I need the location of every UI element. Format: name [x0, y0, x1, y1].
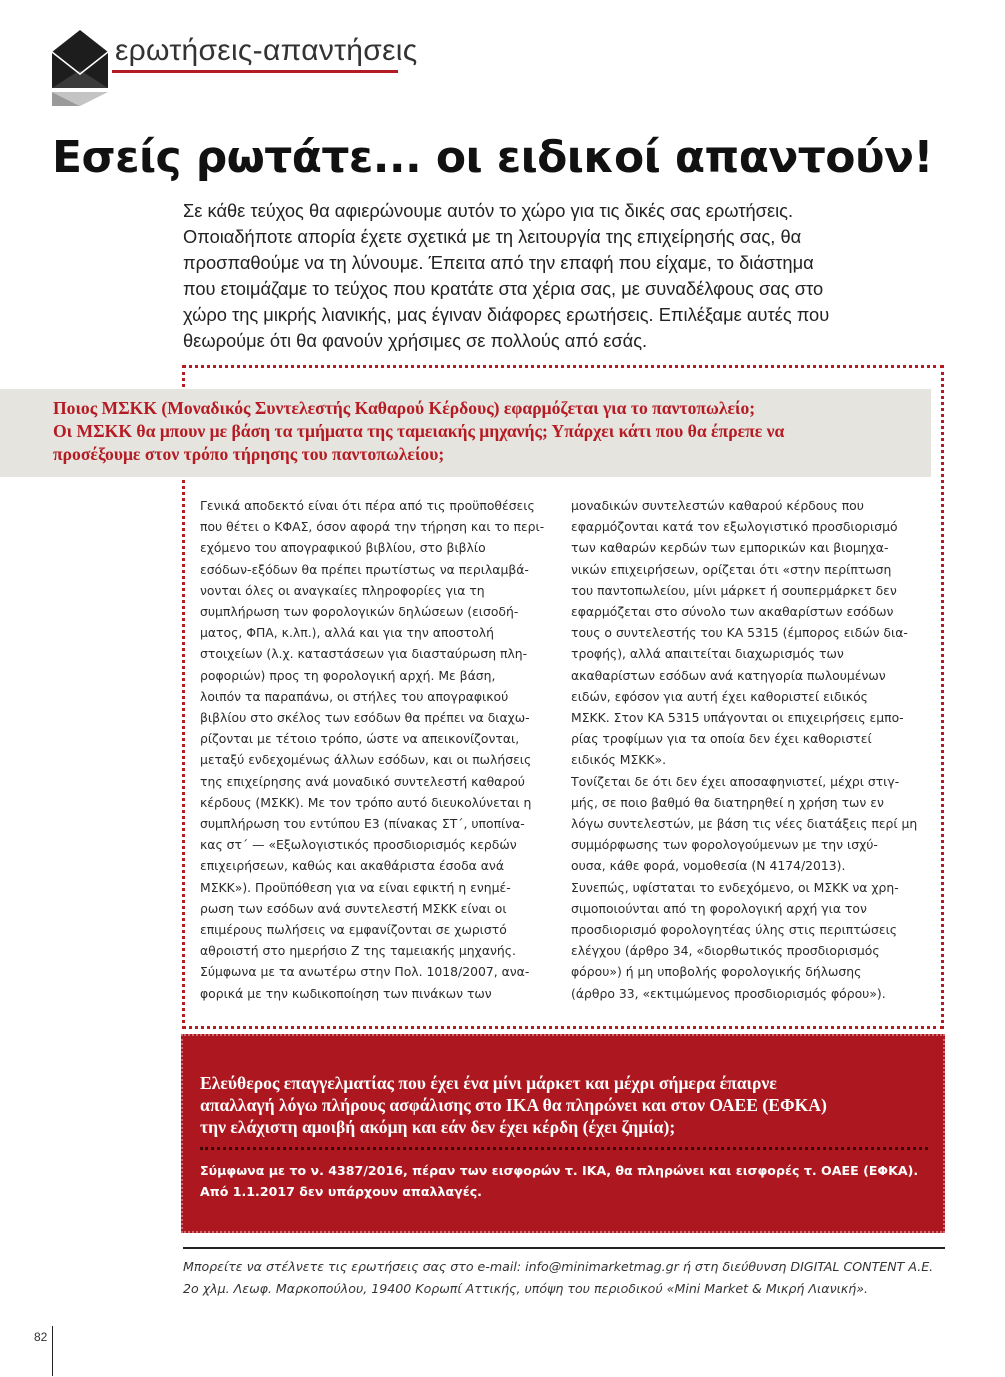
- answer-line: του παντοπωλείου, μίνι μάρκετ ή σουπερμάρκετ δεν: [571, 582, 897, 598]
- answer-line: Συνεπώς, υφίσταται το ενδεχόμενο, οι ΜΣΚΚ να χρη-: [571, 879, 899, 895]
- answer-line: Από 1.1.2017 δεν υπάρχουν απαλλαγές.: [200, 1184, 482, 1199]
- intro-line: θεωρούμε ότι θα φανούν χρήσιμες σε πολλούς από εσάς.: [183, 330, 648, 351]
- footer-line: 2ο χλμ. Λεωφ. Μαρκοπούλου, 19400 Κορωπί Αττικής, υπόψη του περιοδικού «Mini Market & Μικρή Λιανική».: [183, 1281, 869, 1296]
- answer-line: που θέτει ο ΚΦΑΣ, όσον αφορά την τήρηση και το περι-: [200, 519, 545, 535]
- answer-line: εφαρμόζεται στο σύνολο των ακαθαρίστων εσόδων: [571, 604, 894, 620]
- answer-line: νικών επιχειρήσεων, ορίζεται ότι «στην περίπτωση: [571, 561, 892, 577]
- answer-line: των καθαρών κερδών των εμπορικών και βιομηχα-: [571, 540, 889, 556]
- answer-line: ειδών, εφόσον για αυτή έχει καθοριστεί ειδικός: [571, 688, 868, 704]
- intro-line: Σε κάθε τεύχος θα αφιερώνουμε αυτόν το χώρο για τις δικές σας ερωτήσεις.: [183, 200, 794, 221]
- answer-line: μεταξύ ενδεχομένως άλλων εσόδων, και οι πωλήσεις: [200, 752, 532, 768]
- answer-line: συμπλήρωση του εντύπου Ε3 (πίνακας ΣΤ΄, υποπίνα-: [200, 816, 525, 832]
- page-number: 82: [34, 1330, 48, 1344]
- answer-line: προσδιορισμό φορολογητέας ύλης στις περιπτώσεις: [571, 922, 898, 938]
- envelope-icon: [52, 30, 108, 106]
- footer-note: [183, 1256, 933, 1300]
- page-number-rule: [52, 1326, 53, 1376]
- answer-1-column-left: [200, 495, 552, 1004]
- answer-line: εχόμενο του απογραφικού βιβλίου, στο βιβλίο: [200, 540, 486, 556]
- answer-2: [200, 1160, 918, 1202]
- dotted-divider: [200, 1147, 928, 1150]
- answer-line: ΜΣΚΚ»). Προϋπόθεση για να είναι εφικτή η ενημέ-: [200, 879, 511, 895]
- answer-line: φορικά με την κωδικοποίηση των πινάκων των: [200, 985, 492, 1001]
- answer-line: νονται όλες οι αναγκαίες πληροφορίες για τη: [200, 582, 485, 598]
- page-title: Εσείς ρωτάτε... οι ειδικοί απαντούν!: [52, 132, 933, 183]
- answer-line: ροφοριών) προς τη φορολογική αρχή. Με βάση,: [200, 667, 496, 683]
- answer-line: ακαθαρίστων εσόδων ανά κατηγορία πωλουμένων: [571, 667, 886, 683]
- answer-line: ρωση των εσόδων ανά συντελεστή ΜΣΚΚ είναι οι: [200, 900, 507, 916]
- answer-line: επιχειρήσεων, καθώς και ακαθάριστα έσοδα ανά: [200, 858, 505, 874]
- answer-line: αθροιστή στο ημερήσιο Ζ της ταμειακής μηχανής.: [200, 943, 516, 959]
- question-line: την ελάχιστη αμοιβή ακόμη και εάν δεν έχει κέρδη (έχει ζημία);: [200, 1117, 676, 1137]
- answer-line: συμπλήρωση των φορολογικών δηλώσεων (εισοδή-: [200, 604, 519, 620]
- answer-line: μής, σε ποιο βαθμό θα διατηρηθεί η χρήση των εν: [571, 794, 884, 810]
- answer-line: ουσα, κάθε φορά, νομοθεσία (Ν 4174/2013).: [571, 858, 846, 874]
- answer-line: Σύμφωνα με τα ανωτέρω στην Πολ. 1018/2007, ανα-: [200, 964, 530, 980]
- answer-line: Σύμφωνα με το ν. 4387/2016, πέραν των εισφορών τ. ΙΚΑ, θα πληρώνει και εισφορές τ. ΟΑΕΕ (ΕΦΚΑ).: [200, 1163, 919, 1178]
- answer-line: της επιχείρησης ανά μοναδικό συντελεστή καθαρού: [200, 773, 525, 789]
- question-2: [200, 1072, 827, 1138]
- answer-line: βιβλίου στο σκέλος των εσόδων θα πρέπει να διαχω-: [200, 710, 530, 726]
- intro-paragraph: [183, 198, 923, 354]
- answer-1-column-right: [571, 495, 936, 1004]
- question-line: Οι ΜΣΚΚ θα μπουν με βάση τα τμήματα της ταμειακής μηχανής; Υπάρχει κάτι που θα έπρεπε να: [53, 421, 785, 441]
- question-line: απαλλαγή λόγω πλήρους ασφάλισης στο ΙΚΑ θα πληρώνει και στον ΟΑΕΕ (ΕΦΚΑ): [200, 1095, 827, 1115]
- question-1: [53, 397, 784, 466]
- answer-line: μοναδικών συντελεστών καθαρού κέρδους που: [571, 498, 864, 513]
- answer-line: επιμέρους πωλήσεις να εμφανίζονται σε χωριστό: [200, 922, 507, 938]
- intro-line: που ετοιμάζαμε το τεύχος που κρατάτε στα χέρια σας, με συναδέλφους σας στο: [183, 278, 824, 299]
- intro-line: Οποιαδήποτε απορία έχετε σχετικά με τη λειτουργία της επιχείρησής σας, θα: [183, 226, 802, 247]
- answer-line: λοιπόν τα παραπάνω, οι στήλες του απογραφικού: [200, 688, 509, 704]
- answer-line: ματος, ΦΠΑ, κ.λπ.), αλλά και για την αποστολή: [200, 625, 494, 641]
- answer-line: στοιχείων (λ.χ. καταστάσεων για διασταύρωση πλη-: [200, 646, 528, 662]
- answer-line: ΜΣΚΚ. Στον ΚΑ 5315 υπάγονται οι επιχειρήσεις εμπο-: [571, 710, 904, 726]
- answer-line: εσόδων-εξόδων θα πρέπει πρωτίστως να περιλαμβά-: [200, 561, 529, 577]
- answer-line: Τονίζεται δε ότι δεν έχει αποσαφηνιστεί, μέχρι στιγ-: [571, 773, 900, 789]
- answer-line: εφαρμόζονται κατά τον εξωλογιστικό προσδιορισμό: [571, 519, 898, 535]
- footer-line: Μπορείτε να στέλνετε τις ερωτήσεις σας στο e-mail: info@minimarketmag.gr ή στη διεύθυνση DIGITAL CONTENT A.E.: [183, 1259, 934, 1274]
- footer-rule: [183, 1247, 945, 1249]
- answer-line: τροφής), αλλά απαιτείται διαχωρισμός των: [571, 646, 844, 662]
- answer-line: φόρου») ή μη υποβολής φορολογικής δήλωσης: [571, 964, 862, 980]
- answer-line: συμμόρφωσης των φορολογούμενων με την ισχύ-: [571, 837, 878, 853]
- question-line: Ελεύθερος επαγγελματίας που έχει ένα μίνι μάρκετ και μέχρι σήμερα έπαιρνε: [200, 1073, 777, 1093]
- section-underline: [112, 70, 398, 73]
- answer-line: ειδικός ΜΣΚΚ».: [571, 752, 667, 768]
- answer-line: κας στ΄ — «Εξωλογιστικός προσδιορισμός κερδών: [200, 837, 517, 853]
- answer-line: τους ο συντελεστής του ΚΑ 5315 (έμπορος ειδών δια-: [571, 625, 908, 641]
- question-line: προσέξουμε στον τρόπο τήρησης του παντοπωλείου;: [53, 444, 445, 464]
- answer-line: ελέγχου (άρθρο 34, «διορθωτικός προσδιορισμός: [571, 943, 880, 959]
- answer-line: κέρδους (ΜΣΚΚ). Με τον τρόπο αυτό διευκολύνεται η: [200, 794, 532, 810]
- question-line: Ποιος ΜΣΚΚ (Μοναδικός Συντελεστής Καθαρού Κέρδους) εφαρμόζεται για το παντοπωλείο;: [53, 398, 756, 418]
- intro-line: προσπαθούμε να τη λύνουμε. Έπειτα από την επαφή που είχαμε, το διάστημα: [183, 252, 814, 273]
- answer-line: λόγω συντελεστών, με βάση τις νέες διατάξεις περί μη: [571, 816, 918, 832]
- answer-line: σιμοποιούνται από τη φορολογική αρχή για τον: [571, 900, 867, 916]
- answer-line: ρίας τροφίμων για τα οποία δεν έχει καθοριστεί: [571, 731, 872, 747]
- answer-line: ρίζονται με τέτοιο τρόπο, ώστε να απεικονίζονται,: [200, 731, 520, 747]
- answer-line: Γενικά αποδεκτό είναι ότι πέρα από τις προϋποθέσεις: [200, 498, 535, 513]
- section-label: ερωτήσεις-απαντήσεις: [115, 34, 418, 67]
- answer-line: (άρθρο 33, «εκτιμώμενος προσδιορισμός φόρου»).: [571, 985, 886, 1001]
- intro-line: χώρο της μικρής λιανικής, μας έγιναν διάφορες ερωτήσεις. Επιλέξαμε αυτές που: [183, 304, 830, 325]
